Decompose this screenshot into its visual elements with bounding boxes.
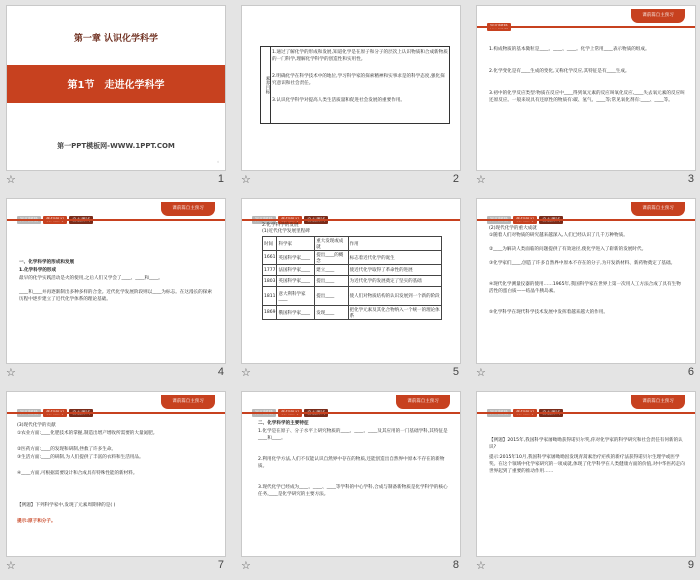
star-icon[interactable]: ☆ xyxy=(476,173,486,186)
slide-number: 8 xyxy=(452,559,459,571)
table-row: 1803 英国科学家____ 提出____ 为近代化学的发展奠定了坚实的基础 xyxy=(263,276,442,287)
header-bar xyxy=(477,219,695,221)
slide-cell-7[interactable] xyxy=(6,391,226,580)
slide-tabs xyxy=(252,399,330,409)
slide-footer xyxy=(6,173,226,189)
table-row: 1661 英国科学家____ 提出____的概念 标志着近代化学的诞生 xyxy=(263,251,442,265)
star-icon[interactable]: ☆ xyxy=(476,559,486,572)
star-icon[interactable]: ☆ xyxy=(6,173,16,186)
header-bar xyxy=(7,412,225,414)
slide-number: 6 xyxy=(687,366,694,378)
table-header: 时间 科学家 重大发现或成就 作用 xyxy=(263,237,442,251)
header-bar xyxy=(242,219,460,221)
text-line-1: (3)现代化学的贡献 xyxy=(17,423,56,428)
example-question: 【例题】2015年,我国科学家屠呦呦获得诺贝尔奖,你对化学家的科学研究和社会责任有何新的认识? xyxy=(489,438,683,451)
heading: 一、化学科学的形成和发展 xyxy=(19,260,75,265)
chapter-title: 第一章 认识化学科学 xyxy=(73,34,159,44)
text-line-2: ①随着人们对物质的研究越来越深入,人们已经认识了几千万种物质。 xyxy=(489,233,628,238)
objectives-box xyxy=(260,46,450,124)
table-row: 1777 法国科学家____ 建立____ 使近代化学取得了革命性的进展 xyxy=(263,265,442,276)
text-line-5: ④____方面,可根据需要设计和合成具有特殊性能的新材料。 xyxy=(17,471,138,476)
intro-line-2: (1)近代化学发展里程碑 xyxy=(262,229,310,234)
slide-number: 9 xyxy=(687,559,694,571)
heading: 二、化学科学的主要特征 xyxy=(258,421,309,426)
slide-tabs xyxy=(252,206,330,216)
slide-cell-2[interactable] xyxy=(241,5,461,194)
star-icon[interactable]: ☆ xyxy=(241,366,251,379)
star-icon[interactable]: ☆ xyxy=(241,173,251,186)
example-question: 【例题】下列科学家中,发现了元素周期律的是( ) xyxy=(17,503,116,508)
slide-cell-5[interactable] xyxy=(241,198,461,387)
slide-number: 2 xyxy=(452,173,459,185)
slide-tabs xyxy=(17,206,95,216)
subheading: 1.化学科学的形成 xyxy=(19,268,57,273)
slide-thumbnail[interactable] xyxy=(241,5,461,171)
slide-thumbnail[interactable] xyxy=(6,391,226,557)
table-row: 1811 意大利科学家____ 提出____ 使人们对物质结构的认识发展到一个新的阶段 xyxy=(263,287,442,306)
slide-thumbnail[interactable] xyxy=(241,198,461,364)
slide-tabs xyxy=(487,13,513,23)
objectives-label: 素养目标 xyxy=(261,47,271,123)
slide-thumbnail[interactable] xyxy=(476,391,696,557)
slide-tabs xyxy=(487,399,565,409)
section-badge: 课前篇自主预习 xyxy=(161,395,215,409)
section-title: 第1节 走进化学科学 xyxy=(67,80,165,91)
slide-thumbnail[interactable] xyxy=(6,5,226,171)
slide-footer xyxy=(241,366,461,382)
slide-cell-9[interactable] xyxy=(476,391,696,580)
slide-thumbnail-grid xyxy=(6,5,696,573)
hint-text: 提示:2015年10月,我国科学家屠呦呦因发现青蒿素治疗疟疾的新疗法获得诺贝尔生理学或医学奖。在这个领域中化学家研究的一项成就,体现了化学科学在人类健康方面的价值,对中华医药走向世界起到了重要的推动作用…… xyxy=(489,455,685,475)
slide-thumbnail[interactable] xyxy=(476,198,696,364)
slide-cell-6[interactable] xyxy=(476,198,696,387)
star-icon[interactable]: ☆ xyxy=(6,366,16,379)
slide-footer xyxy=(6,559,226,575)
slide-thumbnail[interactable] xyxy=(6,198,226,364)
section-badge: 课前篇自主预习 xyxy=(161,202,215,216)
header-bar xyxy=(242,412,460,414)
slide-thumbnail[interactable] xyxy=(241,391,461,557)
header-bar xyxy=(477,26,695,28)
text-line-3: 3.现代化学已经成为____、____、____等学科的中心学科,合成与制备新物质是化学科学的核心任务,____是化学研究的主要方法。 xyxy=(258,485,448,498)
text-line-5: ④现代化学测量仪器的使用……1965年,我国科学家在世界上第一次用人工方法合成了具有生物活性的蛋白质——结晶牛胰岛素。 xyxy=(489,282,681,295)
text-line-2: ____和____并再逐渐制出多种多样的合金。近代化学发展阶段则以____为标志。在这漫长的探索历程中逐步建立了近代化学体系的理论基础。 xyxy=(19,290,212,303)
section-badge: 课前篇自主预习 xyxy=(631,202,685,216)
text-line-4: ③生活方面:____的研制,为人们提供了丰富的衣料和生活用品。 xyxy=(17,455,144,460)
slide-cell-1[interactable] xyxy=(6,5,226,194)
slide-cell-3[interactable] xyxy=(476,5,696,194)
text-line-6: ⑤化学科学在现代科学技术发展中发挥着越来越大的作用。 xyxy=(489,310,608,315)
section-badge: 课前篇自主预习 xyxy=(631,9,685,23)
section-badge: 课前篇自主预习 xyxy=(631,395,685,409)
slide-cell-8[interactable] xyxy=(241,391,461,580)
text-line-3: ②医药方面:____的发现和研制,拯救了许多生命。 xyxy=(17,447,117,452)
text-line-3: ②____为解决人类面临的问题提供了有效途径,使化学进入了崭新的发展时代。 xyxy=(489,247,647,252)
table-row: 1869 俄国科学家____ 发现____ 把化学元素及其化合物纳入一个统一的理论体系 xyxy=(264,307,440,319)
text-line-1: 最早的化学实践活动是火的使用,之后人们又学会了____、____和____。 xyxy=(19,276,163,281)
slide-number: 5 xyxy=(452,366,459,378)
star-icon[interactable]: ☆ xyxy=(6,559,16,572)
header-bar xyxy=(7,219,225,221)
slide-thumbnail[interactable] xyxy=(476,5,696,171)
milestone-table xyxy=(262,236,442,320)
slide-footer xyxy=(241,173,461,189)
objective-1: 1.通过了解化学的形成和发展,知道化学是在原子和分子的层次上认识物质和合成新物质的一门科学,理解化学科学的创造性和实用性。 xyxy=(272,50,448,63)
text-line-2: ①农业方面:____化肥技术的掌握,制造出增产增收所需要的大量氮肥。 xyxy=(17,431,158,436)
hint-text: 提示:原子和分子。 xyxy=(17,519,56,524)
slide-footer xyxy=(476,366,696,382)
intro-line-1: 2.化学科学的发展 xyxy=(262,223,299,228)
text-line-2: 2.利用化学方法,人们不仅能认识自然界中存在的物质,还能创造出自然界中原本不存在的新物质。 xyxy=(258,457,445,470)
slide-number: 7 xyxy=(217,559,224,571)
slide-footer xyxy=(6,366,226,382)
objective-2: 2.明确化学在科学技术中的地位,学习科学家的探索精神和实事求是的科学态度,强化探究意识和社会责任。 xyxy=(272,74,445,87)
slide-tabs xyxy=(487,206,565,216)
slide-cell-4[interactable] xyxy=(6,198,226,387)
slide-footer xyxy=(241,559,461,575)
corner-mark-icon: ◦ xyxy=(216,159,220,166)
text-line-1: 1.构成物质的基本微粒是____、____、____。化学上常用____表示物质的组成。 xyxy=(489,47,650,52)
text-line-2: 2.化学变化是有____生成的变化,又称化学反应,其特征是有____生成。 xyxy=(489,69,630,74)
slide-number: 4 xyxy=(217,366,224,378)
slide-number: 1 xyxy=(217,173,224,185)
text-line-1: 1.化学是在原子、分子水平上研究物质的____、____、____及其应用的一门基础学科,其特征是____和____。 xyxy=(258,429,448,442)
slide-footer xyxy=(476,559,696,575)
header-bar xyxy=(477,412,695,414)
objective-3: 3.认识化学科学对提高人类生活质量和促进社会发展的重要作用。 xyxy=(272,98,406,103)
slide-number: 3 xyxy=(687,173,694,185)
website-label: 第一PPT模板网-WWW.1PPT.COM xyxy=(57,142,175,150)
text-line-1: (2)现代化学的重大成就 xyxy=(489,226,537,231)
slide-footer xyxy=(476,173,696,189)
text-line-3: 3.初中的化学反应类型:物质在反应中____得到氧元素的反应叫氧化反应,____失去氧元素的反应叫还原反应。一般来说具有还原性的物质有:碳、氢气、____等;常见氧化剂有:____、____等。 xyxy=(489,91,685,104)
star-icon[interactable]: ☆ xyxy=(241,559,251,572)
slide-tabs xyxy=(17,399,95,409)
star-icon[interactable]: ☆ xyxy=(476,366,486,379)
section-badge: 课前篇自主预习 xyxy=(396,395,450,409)
text-line-4: ③化学家们____,创造了许多自然界中原本不存在的分子,为开发新材料、新药物奠定了基础。 xyxy=(489,261,676,266)
